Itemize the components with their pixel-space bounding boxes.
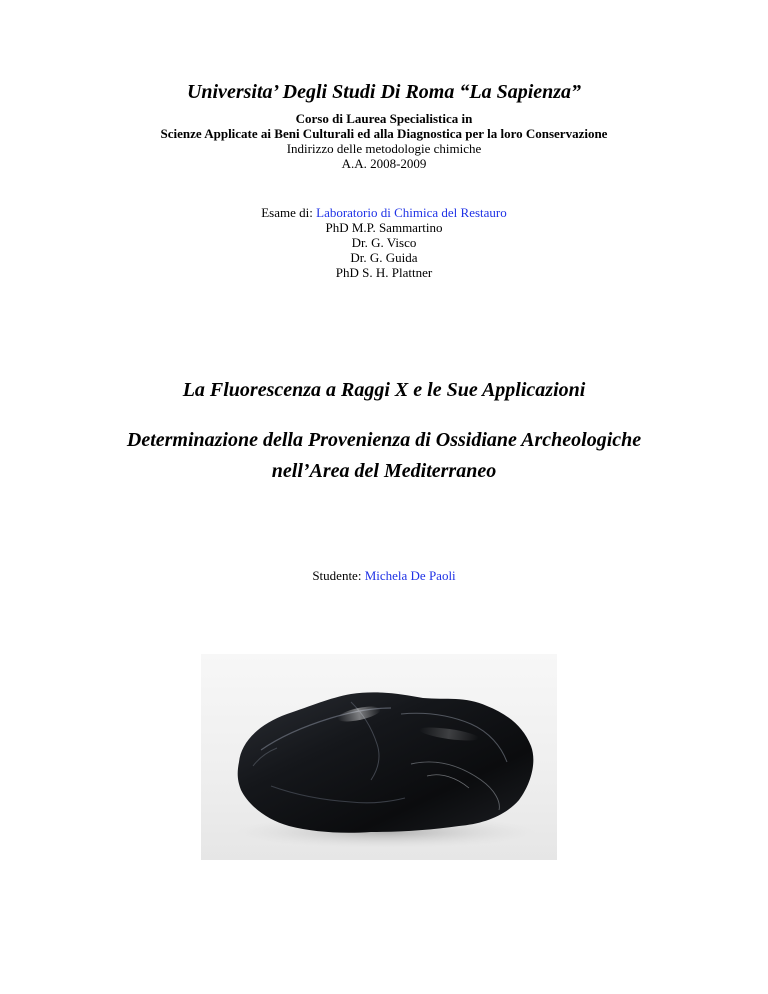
professor-3: Dr. G. Guida xyxy=(350,250,418,265)
course-line-1: Corso di Laurea Specialistica in xyxy=(295,111,473,126)
professor-4: PhD S. H. Plattner xyxy=(335,265,433,280)
student-line xyxy=(0,568,768,584)
university-title: Universita’ Degli Studi Di Roma “La Sapienza” xyxy=(186,81,582,103)
thesis-title: La Fluorescenza a Raggi X e le Sue Applicazioni xyxy=(182,379,586,401)
exam-course-link[interactable]: Laboratorio di Chimica del Restauro xyxy=(316,205,507,220)
indirizzo-line: Indirizzo delle metodologie chimiche xyxy=(286,141,482,156)
obsidian-rock-image xyxy=(201,654,557,860)
academic-year: A.A. 2008-2009 xyxy=(341,156,427,171)
professor-1: PhD M.P. Sammartino xyxy=(325,220,443,235)
professor-2: Dr. G. Visco xyxy=(351,235,417,250)
obsidian-photo xyxy=(201,654,557,860)
course-line-2: Scienze Applicate ai Beni Culturali ed alla Diagnostica per la loro Conservazione xyxy=(160,126,608,141)
student-name-link[interactable]: Michela De Paoli xyxy=(364,568,456,583)
exam-prefix: Esame di: xyxy=(261,205,317,220)
thesis-subtitle-line-2: nell’Area del Mediterraneo xyxy=(271,460,497,482)
student-prefix: Studente: xyxy=(312,568,365,583)
thesis-subtitle-line-1: Determinazione della Provenienza di Ossidiane Archeologiche xyxy=(126,429,642,451)
exam-line xyxy=(0,205,768,221)
